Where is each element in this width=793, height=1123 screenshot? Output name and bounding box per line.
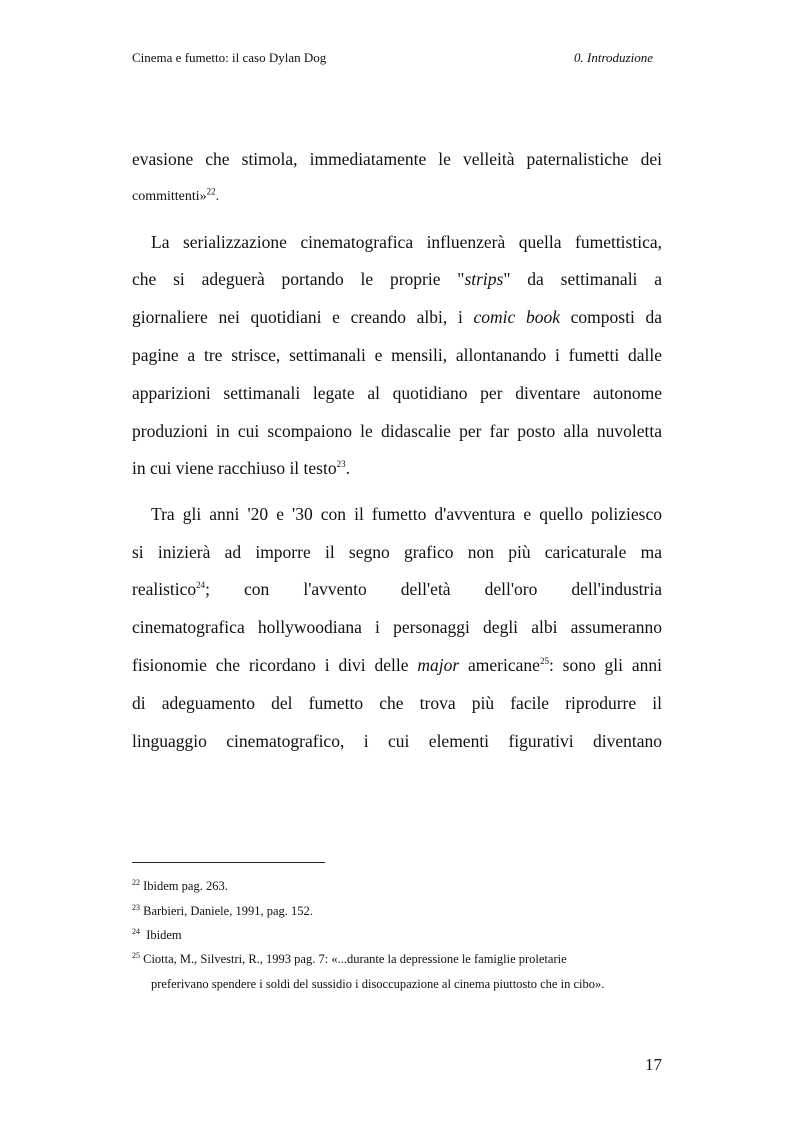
footnote-separator bbox=[132, 862, 325, 863]
text-line: produzioni in cui scompaiono le didascalie per far posto alla nuvoletta bbox=[132, 421, 662, 441]
text-run: americane bbox=[459, 655, 540, 675]
text-line: linguaggio cinematografico, i cui elementi figurativi diventano bbox=[132, 731, 662, 751]
footnote-text: Ibidem pag. 263. bbox=[140, 879, 228, 893]
footnote bbox=[132, 903, 313, 919]
footnote-text: Ciotta, M., Silvestri, R., 1993 pag. 7: «...durante la depressione le famiglie proletarie bbox=[140, 952, 567, 966]
footnote-number: 24 bbox=[132, 926, 140, 936]
text-line bbox=[132, 457, 662, 479]
text-run: in cui viene racchiuso il testo bbox=[132, 458, 337, 478]
text-line: apparizioni settimanali legate al quotidiano per diventare autonome bbox=[132, 383, 662, 403]
text-run: che si adeguerà portando le proprie " bbox=[132, 269, 465, 289]
footnote-number: 22 bbox=[132, 877, 140, 887]
italic-term: strips bbox=[464, 269, 504, 289]
footnote-number: 23 bbox=[132, 902, 140, 912]
text-line bbox=[132, 654, 662, 676]
footnote-text: Barbieri, Daniele, 1991, pag. 152. bbox=[140, 904, 313, 918]
text-line: La serializzazione cinematografica influenzerà quella fumettistica, bbox=[151, 232, 662, 252]
footnote bbox=[132, 878, 228, 894]
text-line bbox=[132, 306, 662, 328]
text-run: composti da bbox=[559, 307, 662, 327]
text-line: cinematografica hollywoodiana i personaggi degli albi assumeranno bbox=[132, 617, 662, 637]
text-line bbox=[132, 578, 662, 600]
text-run: : sono gli anni bbox=[548, 655, 663, 675]
footnote bbox=[132, 927, 182, 943]
text-run: realistico bbox=[132, 579, 197, 599]
text-run: " da settimanali a bbox=[503, 269, 662, 289]
text-line bbox=[132, 268, 662, 290]
text-run: . bbox=[345, 458, 350, 478]
footnote-number: 25 bbox=[132, 950, 140, 960]
text-line: si inizierà ad imporre il segno grafico non più caricaturale ma bbox=[132, 542, 662, 562]
text-run: . bbox=[215, 189, 220, 204]
italic-term: comic book bbox=[473, 307, 560, 327]
text-line bbox=[132, 186, 662, 208]
page-number: 17 bbox=[645, 1055, 662, 1074]
text-line: di adeguamento del fumetto che trova più facile riprodurre il bbox=[132, 693, 662, 713]
footnote-ref: 24 bbox=[196, 580, 206, 591]
footnote-continuation: preferivano spendere i soldi del sussidio i disoccupazione al cinema piuttosto che in cibo». bbox=[151, 977, 605, 991]
footnote bbox=[132, 951, 567, 967]
running-header-chapter: 0. Introduzione bbox=[574, 50, 653, 65]
text-run: ; con l'avvento dell'età dell'oro dell'industria bbox=[205, 579, 662, 599]
footnote-ref: 23 bbox=[336, 459, 346, 470]
footnote-ref: 22 bbox=[206, 186, 216, 197]
running-header-title: Cinema e fumetto: il caso Dylan Dog bbox=[132, 50, 327, 65]
text-line: Tra gli anni '20 e '30 con il fumetto d'avventura e quello poliziesco bbox=[151, 504, 662, 524]
text-line: pagine a tre strisce, settimanali e mensili, allontanando i fumetti dalle bbox=[132, 345, 662, 365]
text-run: giornaliere nei quotidiani e creando albi, i bbox=[132, 307, 474, 327]
footnote-text: Ibidem bbox=[140, 928, 182, 942]
italic-term: major bbox=[417, 655, 460, 675]
text-run: committenti» bbox=[132, 189, 207, 204]
text-run: fisionomie che ricordano i divi delle bbox=[132, 655, 418, 675]
text-line: evasione che stimola, immediatamente le velleità paternalistiche dei bbox=[132, 149, 662, 169]
footnote-ref: 25 bbox=[539, 656, 549, 667]
